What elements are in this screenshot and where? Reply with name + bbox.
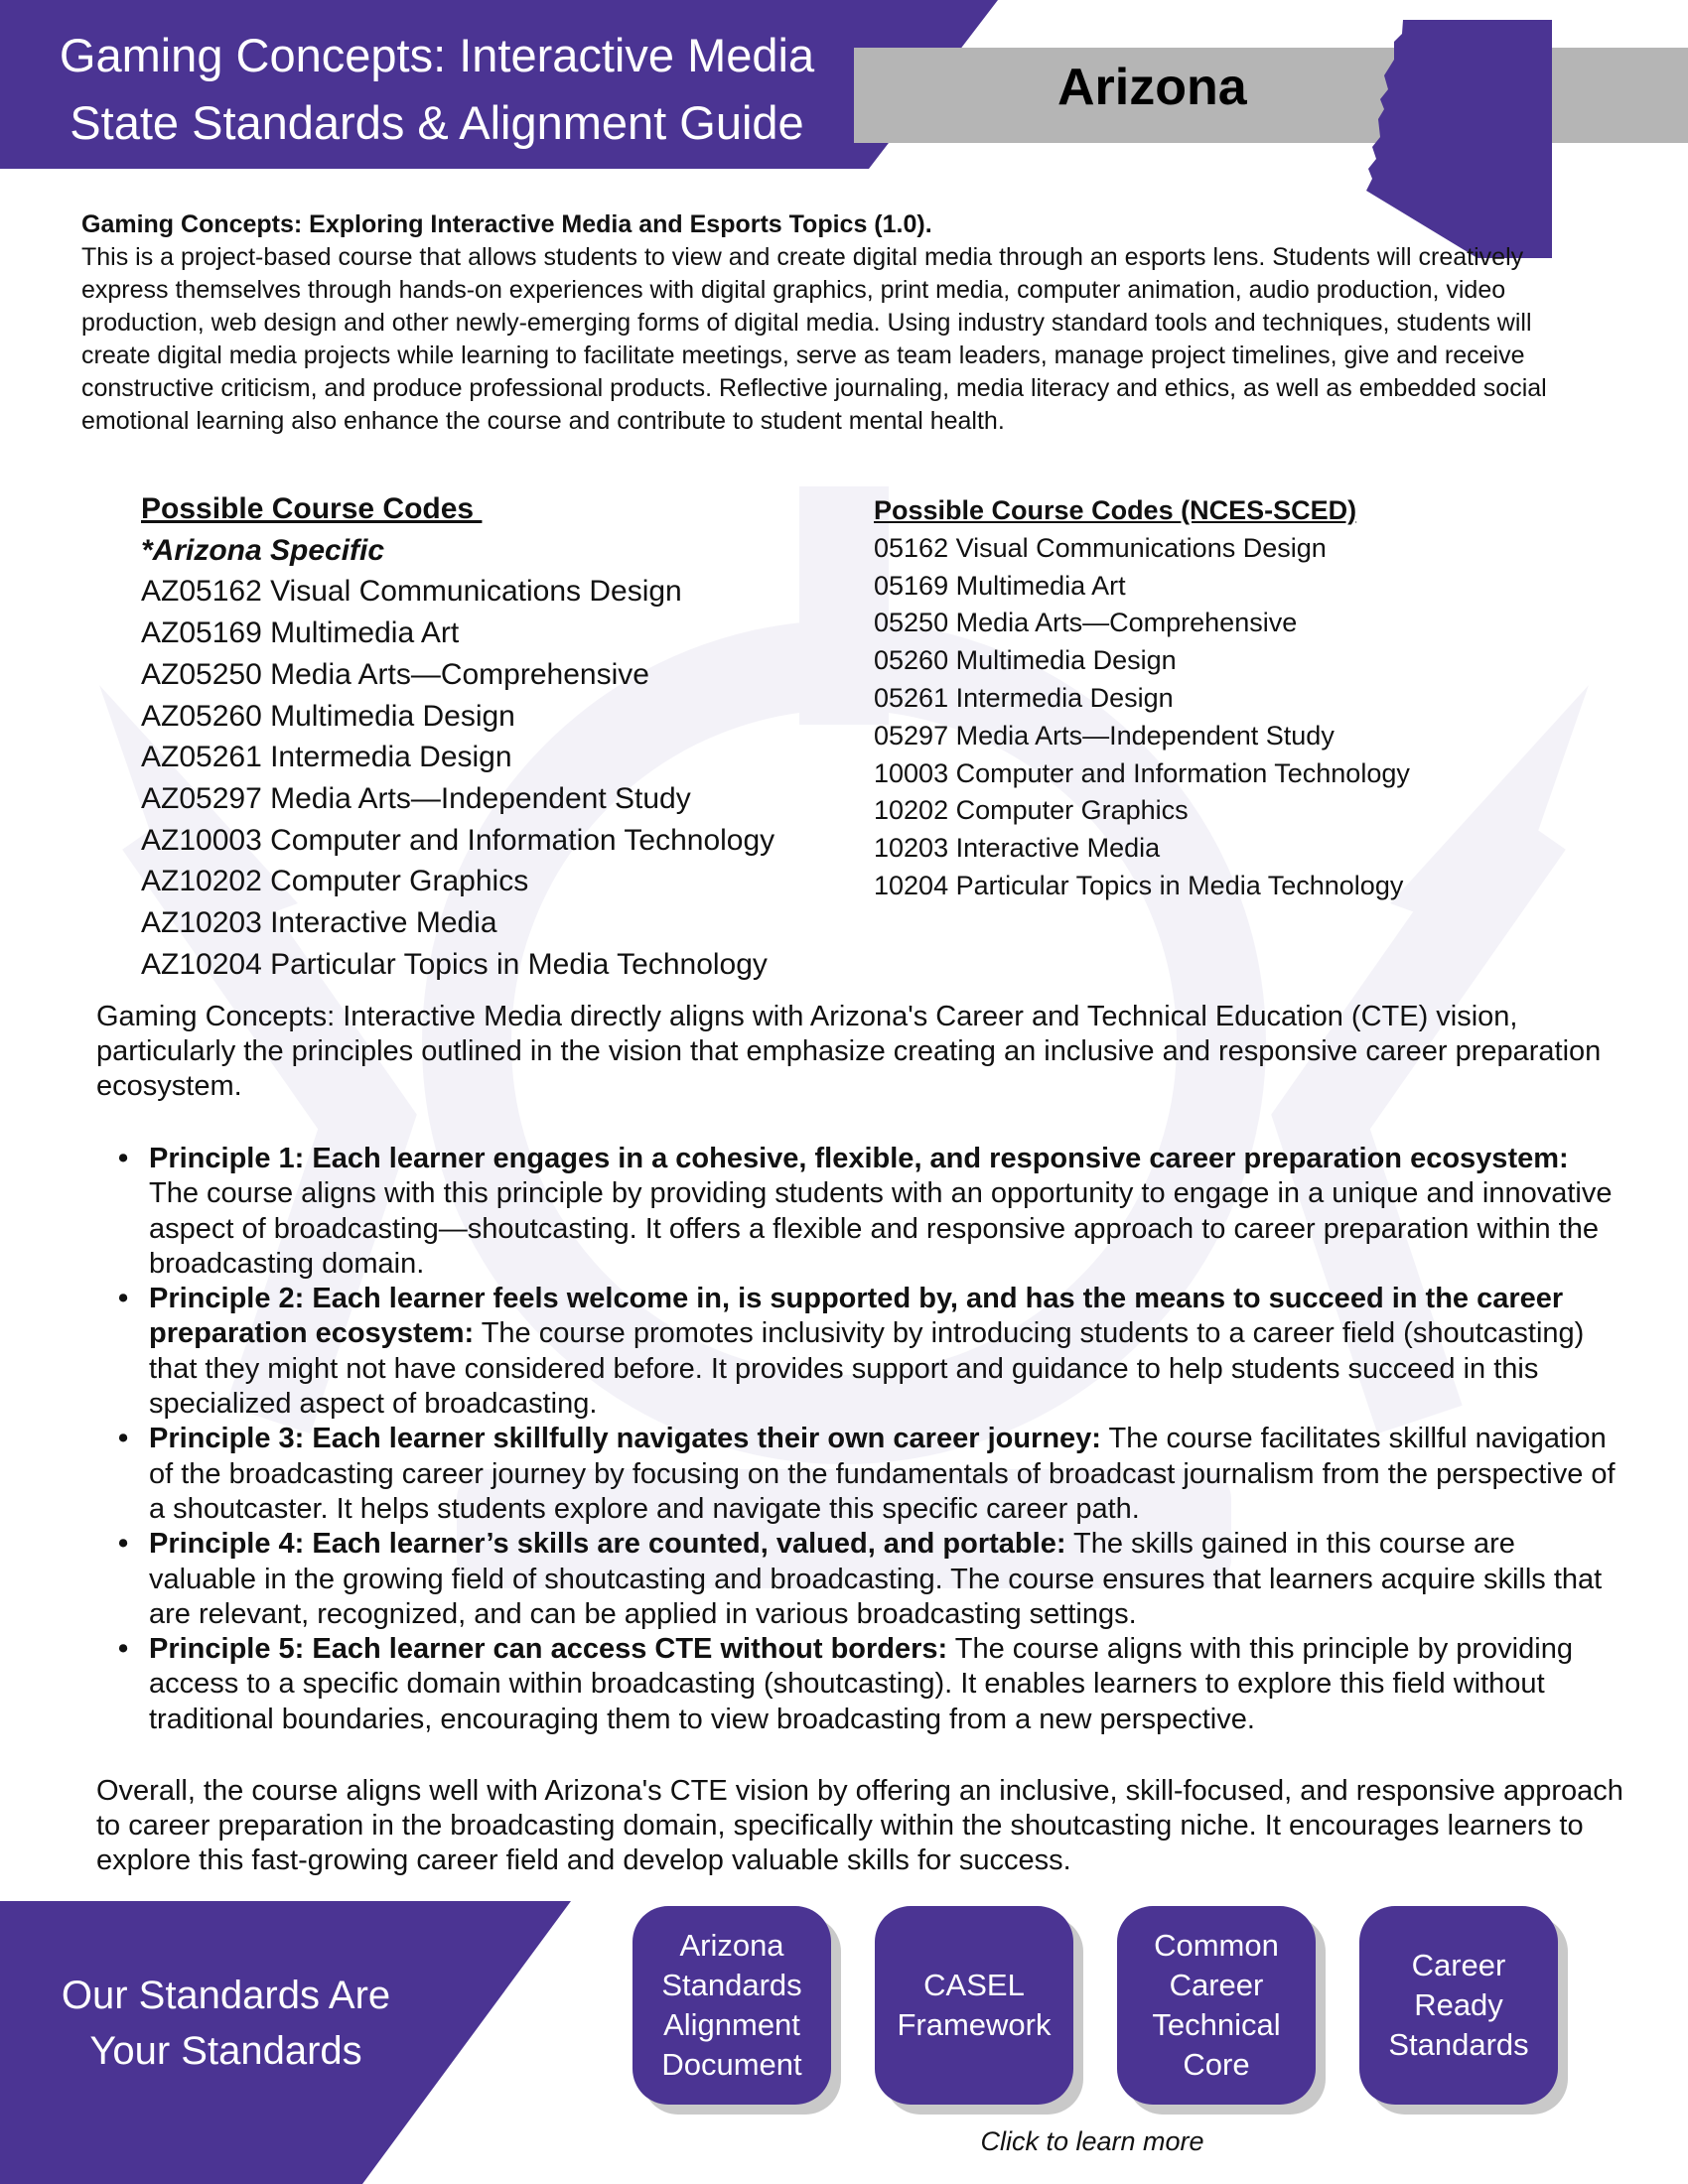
button-label-line: Technical xyxy=(1152,2007,1281,2042)
arizona-codes-subheading: *Arizona Specific xyxy=(141,533,385,567)
button-label-line: Core xyxy=(1183,2047,1250,2082)
principle-title: Principle 4: Each learner’s skills are counted, valued, and portable: xyxy=(149,1528,1066,1561)
principle-title: Principle 1: Each learner engages in a cohesive, flexible, and responsive career preparation ecosystem: xyxy=(149,1143,1569,1174)
principle-text: The skills gained in this course are valuable in the growing field of shoutcasting and broadcasting. The course ensures that learners acquire skills that are relevant, recognized, and can be applied in various broadcasting settings. xyxy=(149,1528,1603,1630)
alignment-paragraph: Gaming Concepts: Interactive Media directly aligns with Arizona's Career and Technical Education (CTE) vision, particularly the principles outlined in the vision that emphasize creating an inclusive and responsive career preparation ecosystem. xyxy=(96,1001,1602,1102)
course-code-item: 05297 Media Arts—Independent Study xyxy=(874,720,1335,751)
principle-text: The course facilitates skillful navigation of the broadcasting career journey by focusing on the fundamentals of broadcast journalism from the perspective of a shoutcaster. It helps students explore and navigate this specific career path. xyxy=(149,1423,1616,1525)
principle-text: The course aligns with this principle by providing access to a specific domain within broadcasting (shoutcasting). It enables learners to explore this field without traditional boundaries, encouraging them to view broadcasting from a new perspective. xyxy=(149,1633,1573,1735)
principle-text: The course aligns with this principle by providing students with an opportunity to engage in a unique and innovative aspect of broadcasting—shoutcasting. It offers a flexible and responsive approach to career preparation within the broadcasting domain. xyxy=(149,1177,1613,1280)
course-code-item: AZ10203 Interactive Media xyxy=(141,906,497,940)
course-code-item: AZ05169 Multimedia Art xyxy=(141,616,460,650)
course-code-item: AZ05260 Multimedia Design xyxy=(141,699,515,733)
course-code-item: 10202 Computer Graphics xyxy=(874,795,1189,826)
button-label-line: Standards xyxy=(661,1968,802,2002)
course-code-item: 05260 Multimedia Design xyxy=(874,645,1177,676)
course-code-item: AZ05297 Media Arts—Independent Study xyxy=(141,781,691,815)
bullet-icon: • xyxy=(118,1528,129,1561)
button-label-line: Alignment xyxy=(663,2007,800,2042)
button-label-line: Ready xyxy=(1414,1987,1503,2022)
principle-text: The course promotes inclusivity by introducing students to a career field (shoutcasting) that they might not have considered before. It provides support and guidance to help students succeed in this specialized aspect of broadcasting. xyxy=(149,1317,1585,1421)
principle-title: Principle 5: Each learner can access CTE without borders: xyxy=(149,1633,948,1666)
course-code-item: 05250 Media Arts—Comprehensive xyxy=(874,608,1298,638)
button-label-line: CASEL xyxy=(923,1968,1025,2002)
click-note: Click to learn more xyxy=(980,2126,1204,2156)
course-code-item: AZ10003 Computer and Information Technology xyxy=(141,823,775,857)
casel-framework-button[interactable] xyxy=(875,1906,1073,2105)
principle-item xyxy=(96,1422,1625,1527)
principle-item xyxy=(96,1527,1625,1632)
course-code-item: AZ05250 Media Arts—Comprehensive xyxy=(141,657,649,691)
course-code-item: AZ10202 Computer Graphics xyxy=(141,865,529,898)
bullet-icon: • xyxy=(118,1283,129,1315)
button-label xyxy=(1152,1926,1280,2085)
button-label-line: Arizona xyxy=(679,1928,784,1963)
principle-item xyxy=(96,1142,1625,1282)
arizona-course-codes xyxy=(141,488,774,985)
course-code-item: AZ05261 Intermedia Design xyxy=(141,741,512,774)
course-code-item: AZ05162 Visual Communications Design xyxy=(141,575,682,609)
course-code-item: 10003 Computer and Information Technology xyxy=(874,757,1410,788)
tagline xyxy=(20,1968,432,2079)
bullet-icon: • xyxy=(118,1423,129,1455)
button-label-line: Standards xyxy=(1388,2027,1529,2062)
button-label xyxy=(897,1966,1051,2045)
button-label xyxy=(1388,1946,1528,2065)
tagline-line2: Your Standards xyxy=(89,2029,362,2073)
course-title: Gaming Concepts: Exploring Interactive Media and Esports Topics (1.0). xyxy=(81,210,932,238)
principle-title: Principle 3: Each learner skillfully navigates their own career journey: xyxy=(149,1423,1101,1455)
state-bar xyxy=(854,48,1688,143)
button-label-line: Common xyxy=(1154,1928,1279,1963)
button-label-line: Framework xyxy=(897,2007,1052,2042)
nces-codes-heading: Possible Course Codes (NCES-SCED) xyxy=(874,495,1357,525)
button-label-line: Career xyxy=(1411,1948,1506,1982)
arizona-standards-button[interactable] xyxy=(633,1906,831,2105)
course-code-item: 10204 Particular Topics in Media Technology xyxy=(874,870,1404,900)
bullet-icon: • xyxy=(118,1143,129,1174)
common-career-technical-core-button[interactable] xyxy=(1117,1906,1316,2105)
course-code-item: 05261 Intermedia Design xyxy=(874,682,1174,713)
career-ready-standards-button[interactable] xyxy=(1359,1906,1558,2105)
principles-list xyxy=(96,1142,1625,1737)
state-name: Arizona xyxy=(1057,59,1247,116)
principle-item xyxy=(96,1282,1625,1422)
page-title xyxy=(30,22,844,157)
arizona-codes-heading: Possible Course Codes xyxy=(141,492,483,525)
button-label-line: Career xyxy=(1169,1968,1264,2002)
page-title-line2: State Standards & Alignment Guide xyxy=(70,96,804,149)
tagline-line1: Our Standards Are xyxy=(61,1974,391,2017)
button-label xyxy=(661,1926,801,2085)
bullet-icon: • xyxy=(118,1633,129,1666)
nces-course-codes xyxy=(874,492,1410,905)
course-code-item: 10203 Interactive Media xyxy=(874,833,1161,864)
course-code-item: 05162 Visual Communications Design xyxy=(874,532,1327,563)
course-code-item: 05169 Multimedia Art xyxy=(874,570,1126,601)
principle-title: Principle 2: Each learner feels welcome in, is supported by, and has the means to succeed in the career preparation ecosystem: xyxy=(149,1283,1564,1350)
overall-paragraph: Overall, the course aligns well with Arizona's CTE vision by offering an inclusive, skill-focused, and responsive approach to career preparation in the broadcasting domain, specifically within the shoutcasting niche. It encourages learners to explore this fast-growing career field and develop valuable skills for success. xyxy=(96,1775,1623,1876)
course-description-body: This is a project-based course that allows students to view and create digital media through an esports lens. Students will creatively express themselves through hands-on experiences with digital graphics, print media, computer animation, audio production, video production, web design and other newly-emerging forms of digital media. Using industry standard tools and techniques, students will create digital media projects while learning to facilitate meetings, serve as team leaders, manage project timelines, give and receive constructive criticism, and produce professional products. Reflective journaling, media literacy and ethics, as well as embedded social emotional learning also enhance the course and contribute to student mental health. xyxy=(81,243,1547,435)
course-description xyxy=(81,208,1571,438)
button-label-line: Document xyxy=(661,2047,802,2082)
course-code-item: AZ10204 Particular Topics in Media Technology xyxy=(141,947,768,981)
principle-item xyxy=(96,1632,1625,1737)
page-title-line1: Gaming Concepts: Interactive Media xyxy=(59,29,815,81)
